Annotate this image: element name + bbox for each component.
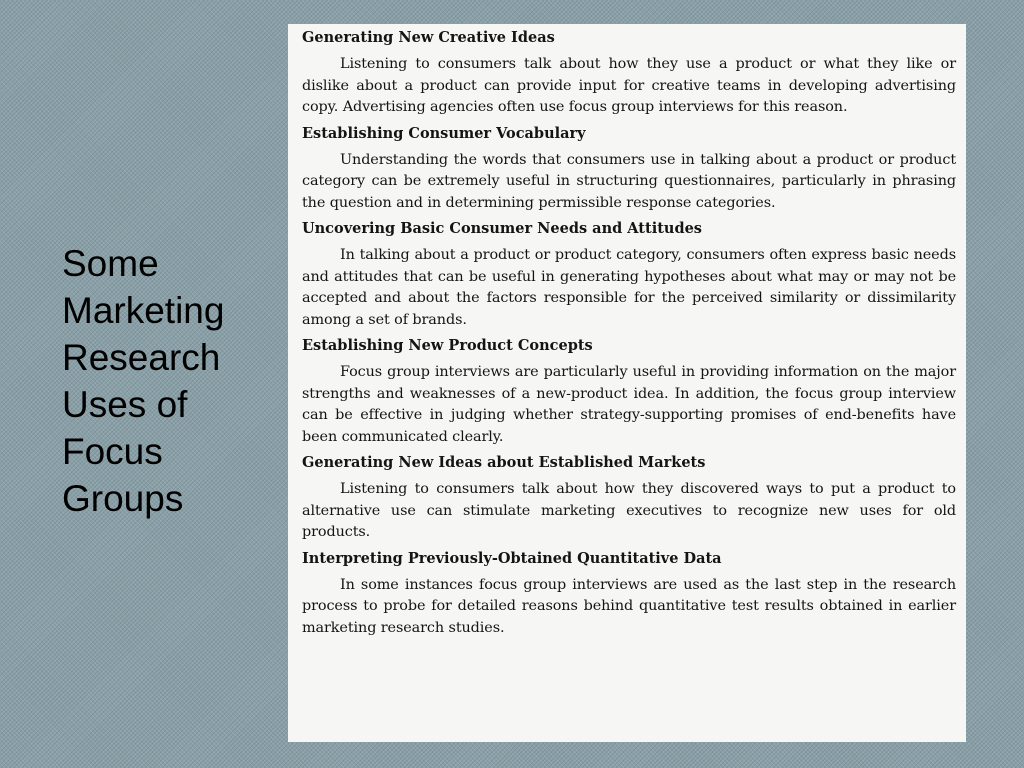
document-section <box>302 28 956 119</box>
section-body: Focus group interviews are particularly useful in providing information on the major strengths and weaknesses of a new-product idea. In addition, the focus group interview can be effective in judging whether strategy-supporting promises of end-benefits have been communicated clearly. <box>302 364 956 445</box>
document-section <box>302 336 956 448</box>
section-body: In some instances focus group interviews are used as the last step in the research process to probe for detailed reasons behind quantitative test results obtained in earlier marketing research studies. <box>302 576 956 636</box>
section-heading: Generating New Creative Ideas <box>302 29 555 46</box>
document-section <box>302 219 956 331</box>
section-heading: Uncovering Basic Consumer Needs and Attitudes <box>302 220 702 237</box>
section-heading: Generating New Ideas about Established Markets <box>302 454 706 471</box>
section-heading: Establishing New Product Concepts <box>302 337 593 354</box>
section-body: Understanding the words that consumers use in talking about a product or product category can be extremely useful in structuring questionnaires, particularly in phrasing the question and in determining permissible response categories. <box>302 151 956 211</box>
document-section <box>302 124 956 215</box>
section-body: Listening to consumers talk about how they use a product or what they like or dislike about a product can provide input for creative teams in developing advertising copy. Advertising agencies often use focus group interviews for this reason. <box>302 56 956 115</box>
section-heading: Establishing Consumer Vocabulary <box>302 124 586 142</box>
section-body: In talking about a product or product category, consumers often express basic needs and attitudes that can be useful in generating hypotheses about what may or may not be accepted and about the factors responsible for the perceived similarity or dissimilarity among a set of brands. <box>302 247 956 328</box>
section-heading: Interpreting Previously-Obtained Quantitative Data <box>302 549 722 567</box>
slide-title: Some Marketing Research Uses of Focus Groups <box>62 243 225 519</box>
scanned-document <box>288 24 966 742</box>
section-body: Listening to consumers talk about how they discovered ways to put a product to alternative use can stimulate marketing executives to recognize new uses for old products. <box>302 481 956 540</box>
document-section <box>302 549 956 640</box>
document-section <box>302 453 956 544</box>
